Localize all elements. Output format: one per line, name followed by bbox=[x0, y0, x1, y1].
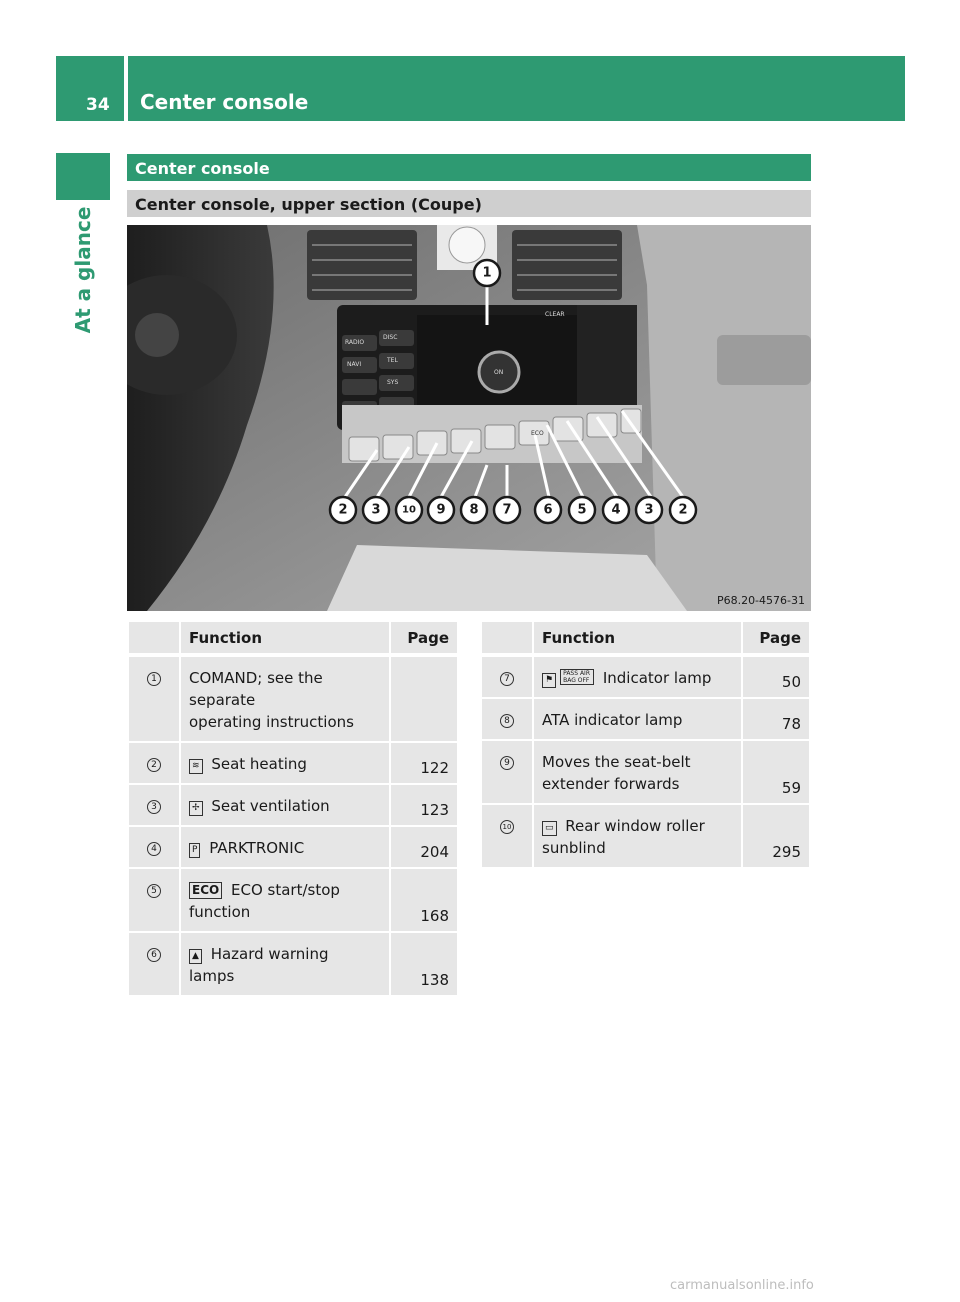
disc-label: DISC bbox=[383, 334, 398, 341]
on-label: ON bbox=[494, 369, 504, 376]
callout-7: 7 bbox=[502, 502, 512, 518]
function-text: Seat heating bbox=[211, 755, 307, 773]
table-row bbox=[128, 826, 458, 868]
callout-number: 2 bbox=[147, 758, 161, 772]
table-row bbox=[128, 784, 458, 826]
eco-icon: ECO bbox=[189, 882, 222, 899]
function-text: Moves the seat-belt bbox=[542, 753, 691, 771]
page-ref: 168 bbox=[390, 868, 458, 932]
sys-label: SYS bbox=[387, 379, 399, 386]
page-ref: 204 bbox=[390, 826, 458, 868]
subsection-title: Center console, upper section (Coupe) bbox=[135, 195, 482, 214]
radio-label: RADIO bbox=[345, 339, 365, 346]
function-text: operating instructions bbox=[189, 713, 354, 731]
table-row bbox=[481, 804, 810, 868]
page-ref: 138 bbox=[390, 932, 458, 996]
side-tab-label: At a glance bbox=[71, 206, 95, 334]
table-header-number bbox=[128, 621, 180, 655]
airbag-person-icon: ⚑ bbox=[542, 673, 556, 688]
table-row bbox=[481, 655, 810, 698]
function-text: function bbox=[189, 903, 251, 921]
callout-number: 3 bbox=[147, 800, 161, 814]
table-header-number bbox=[481, 621, 533, 655]
callout-2-left: 2 bbox=[338, 502, 348, 518]
callout-5: 5 bbox=[577, 502, 587, 518]
parktronic-icon: P bbox=[189, 843, 200, 858]
seat-heating-icon: ≋ bbox=[189, 759, 203, 774]
page-ref: 59 bbox=[742, 740, 810, 804]
page-ref bbox=[390, 655, 458, 742]
callout-3-left: 3 bbox=[371, 502, 381, 518]
function-text: COMAND; see the separate bbox=[189, 669, 323, 709]
section-title: Center console bbox=[135, 159, 270, 178]
hazard-icon: ▲ bbox=[189, 949, 202, 964]
callout-9: 9 bbox=[436, 502, 446, 518]
function-text: Hazard warning bbox=[210, 945, 329, 963]
callout-2-right: 2 bbox=[678, 502, 688, 518]
navi-label: NAVI bbox=[347, 361, 362, 368]
rear-sunblind-icon: ▭ bbox=[542, 821, 557, 836]
center-console-photo bbox=[127, 225, 811, 611]
callout-1: 1 bbox=[482, 265, 492, 281]
seat-ventilation-icon: ✢ bbox=[189, 801, 203, 816]
callout-number: 6 bbox=[147, 948, 161, 962]
function-table-left bbox=[127, 620, 459, 997]
clear-label: CLEAR bbox=[545, 311, 565, 318]
radio-button-labels bbox=[127, 225, 811, 611]
table-row bbox=[128, 868, 458, 932]
table-row bbox=[128, 655, 458, 742]
function-table-right bbox=[480, 620, 811, 869]
table-row bbox=[481, 698, 810, 740]
function-text: Indicator lamp bbox=[602, 669, 712, 687]
tel-label: TEL bbox=[387, 357, 398, 364]
table-row bbox=[481, 740, 810, 804]
function-text: lamps bbox=[189, 967, 235, 985]
callout-number: 1 bbox=[147, 672, 161, 686]
table-header-page: Page bbox=[390, 621, 458, 655]
table-header-function: Function bbox=[533, 621, 742, 655]
eco-label: ECO bbox=[531, 430, 544, 437]
callout-10: 10 bbox=[402, 504, 416, 516]
page-ref: 78 bbox=[742, 698, 810, 740]
side-tab bbox=[56, 153, 110, 200]
callout-number: 5 bbox=[147, 884, 161, 898]
function-text: Seat ventilation bbox=[211, 797, 330, 815]
callout-number: 7 bbox=[500, 672, 514, 686]
table-row bbox=[128, 742, 458, 784]
header-title: Center console bbox=[140, 90, 309, 114]
table-row bbox=[128, 932, 458, 996]
page-ref: 50 bbox=[742, 655, 810, 698]
table-header-page: Page bbox=[742, 621, 810, 655]
page-ref: 295 bbox=[742, 804, 810, 868]
function-text: PARKTRONIC bbox=[209, 839, 305, 857]
table-header-function: Function bbox=[180, 621, 390, 655]
page-ref: 123 bbox=[390, 784, 458, 826]
pass-airbag-off-icon: PASS AIR BAG OFF bbox=[560, 669, 594, 685]
callout-number: 9 bbox=[500, 756, 514, 770]
page-ref: 122 bbox=[390, 742, 458, 784]
function-text: extender forwards bbox=[542, 775, 680, 793]
callout-6: 6 bbox=[543, 502, 553, 518]
callout-number: 4 bbox=[147, 842, 161, 856]
header-divider bbox=[124, 56, 128, 121]
photo-code: P68.20-4576-31 bbox=[716, 594, 805, 607]
callout-number: 8 bbox=[500, 714, 514, 728]
function-text: ECO start/stop bbox=[231, 881, 340, 899]
callout-number: 10 bbox=[500, 820, 514, 834]
function-text: Rear window roller bbox=[565, 817, 705, 835]
callout-3-right: 3 bbox=[644, 502, 654, 518]
callout-4: 4 bbox=[611, 502, 621, 518]
callout-8: 8 bbox=[469, 502, 479, 518]
page-number: 34 bbox=[86, 95, 110, 115]
function-text: sunblind bbox=[542, 839, 606, 857]
watermark: carmanualsonline.info bbox=[670, 1278, 814, 1293]
function-text: ATA indicator lamp bbox=[542, 711, 683, 729]
